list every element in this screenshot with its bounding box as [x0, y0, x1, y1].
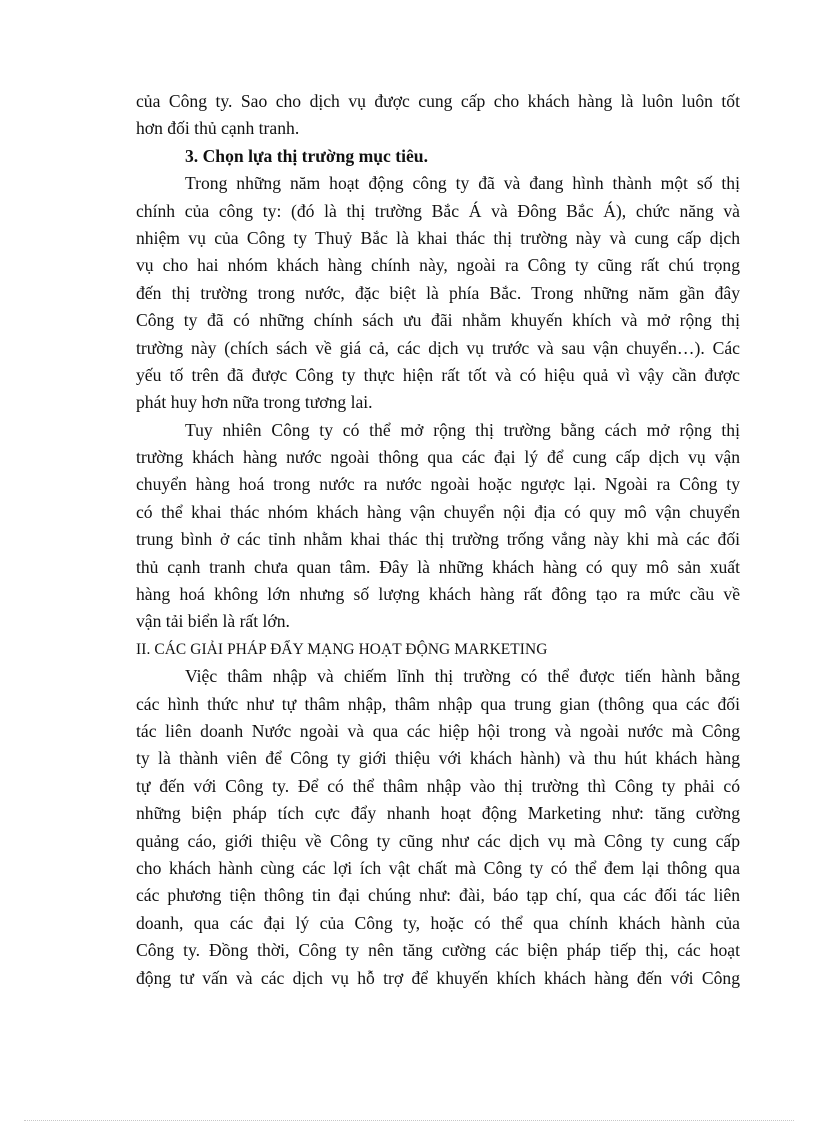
text-line: trung bình ở các tỉnh nhằm khai thác thị trường trống vắng này khi mà các đối [136, 529, 740, 550]
text-line: quảng cáo, giới thiệu về Công ty cũng như các dịch vụ mà Công ty cung cấp [136, 830, 740, 851]
section-heading: 3. Chọn lựa thị trường mục tiêu. [185, 145, 428, 166]
text-line: Việc thâm nhập và chiếm lĩnh thị trường có thể được tiến hành bằng [185, 666, 740, 687]
text-line: chuyển hàng hoá trong nước ra nước ngoài hoặc ngược lại. Ngoài ra Công ty [136, 474, 740, 495]
text-line: trường khách hàng nước ngoài thông qua các đại lý để cung cấp dịch vụ vận [136, 447, 740, 468]
text-line: nhiệm vụ của Công ty Thuỷ Bắc là khai thác thị trường này và cung cấp dịch [136, 227, 740, 248]
text-line: Tuy nhiên Công ty có thể mở rộng thị trường bằng cách mở rộng thị [185, 419, 740, 440]
document-page [136, 88, 740, 992]
text-line: vụ cho hai nhóm khách hàng chính này, ngoài ra Công ty cũng rất chú trọng [136, 255, 740, 276]
paragraph-2 [136, 417, 740, 636]
text-line: Trong những năm hoạt động công ty đã và đang hình thành một số thị [185, 173, 740, 194]
paragraph-1 [136, 170, 740, 417]
page-bottom-divider [24, 1120, 794, 1121]
text-line: các phương tiện thông tin đại chúng như: đài, báo tạp chí, qua các đối tác liên [136, 885, 740, 906]
text-line: doanh, qua các đại lý của Công ty, hoặc có thể qua chính khách hành của [136, 912, 740, 933]
intro-paragraph [136, 88, 740, 143]
text-line: động tư vấn và các dịch vụ hỗ trợ để khuyến khích khách hàng đến với Công [136, 967, 740, 988]
text-line: chính của công ty: (đó là thị trường Bắc Á và Đông Bắc Á), chức năng và [136, 200, 740, 221]
text-line: đến thị trường trong nước, đặc biệt là phía Bắc. Trong những năm gần đây [136, 282, 740, 303]
text-line: Công ty. Đồng thời, Công ty nên tăng cường các biện pháp tiếp thị, các hoạt [136, 940, 740, 961]
text-line: hàng hoá không lớn nhưng số lượng khách hàng rất đông tạo ra mức cầu về [136, 584, 740, 605]
text-line: trường này (chích sách về giá cả, các dịch vụ trước và sau vận chuyển…). Các [136, 337, 740, 358]
text-line: các hình thức như tự thâm nhập, thâm nhập qua trung gian (thông qua các đối [136, 693, 740, 714]
text-line: yếu tố trên đã được Công ty thực hiện rất tốt và có hiệu quả vì vậy cần được [136, 364, 740, 385]
text-line: tự đến với Công ty. Để có thể thâm nhập vào thị trường thì Công ty phải có [136, 775, 740, 796]
text-line: có thể khai thác nhóm khách hàng vận chuyển nội địa có quy mô vận chuyển [136, 501, 740, 522]
text-line: Công ty đã có những chính sách ưu đãi nhằm khuyến khích và mở rộng thị [136, 310, 740, 331]
text-line: vận tải biển là rất lớn. [136, 611, 290, 632]
text-line: những biện pháp tích cực đẩy nhanh hoạt động Marketing như: tăng cường [136, 803, 740, 824]
text-line: ty là thành viên để Công ty giới thiệu với khách hành) và thu hút khách hàng [136, 748, 740, 769]
text-line: hơn đối thủ cạnh tranh. [136, 118, 300, 139]
section-heading: II. CÁC GIẢI PHÁP ĐẨY MẠNG HOẠT ĐỘNG MARKETING [136, 640, 548, 658]
text-line: của Công ty. Sao cho dịch vụ được cung cấp cho khách hàng là luôn luôn tốt [136, 91, 740, 111]
text-line: phát huy hơn nữa trong tương lai. [136, 392, 373, 413]
text-line: cho khách hành cùng các lợi ích vật chất mà Công ty có thể đem lại thông qua [136, 857, 740, 878]
text-line: thủ cạnh tranh chưa quan tâm. Đây là những khách hàng có quy mô sản xuất [136, 556, 740, 577]
paragraph-3 [136, 663, 740, 992]
text-line: tác liên doanh Nước ngoài và qua các hiệp hội trong và ngoài nước mà Công [136, 720, 740, 741]
